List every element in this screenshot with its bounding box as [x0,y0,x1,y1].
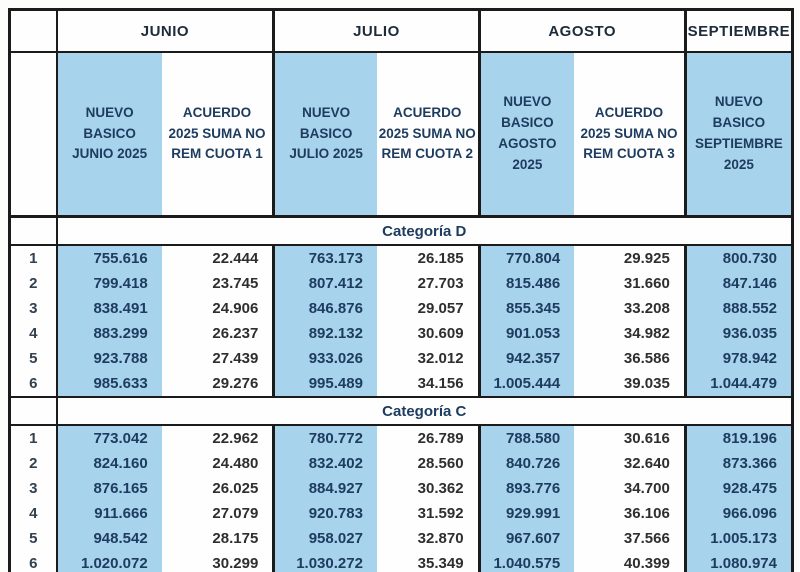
cell-acuerdo: 34.156 [377,371,479,397]
row-number: 3 [10,296,57,321]
cell-nuevo-basico: 1.040.575 [479,551,574,572]
month-header-julio: JULIO [274,10,479,53]
cell-nuevo-basico: 928.475 [685,476,792,501]
cell-nuevo-basico: 985.633 [57,371,162,397]
cell-nuevo-basico: 958.027 [274,526,377,551]
section-band-spacer [10,397,57,425]
cell-nuevo-basico: 840.726 [479,451,574,476]
cell-acuerdo: 22.962 [162,425,274,451]
cell-nuevo-basico: 770.804 [479,245,574,271]
cell-nuevo-basico: 824.160 [57,451,162,476]
cell-acuerdo: 28.560 [377,451,479,476]
table-row [10,501,793,526]
cell-nuevo-basico: 901.053 [479,321,574,346]
cell-acuerdo: 23.745 [162,271,274,296]
cell-nuevo-basico: 846.876 [274,296,377,321]
cell-nuevo-basico: 815.486 [479,271,574,296]
table-row [10,425,793,451]
cell-nuevo-basico: 838.491 [57,296,162,321]
cell-nuevo-basico: 755.616 [57,245,162,271]
cell-nuevo-basico: 807.412 [274,271,377,296]
cell-nuevo-basico: 911.666 [57,501,162,526]
row-number: 3 [10,476,57,501]
cell-nuevo-basico: 876.165 [57,476,162,501]
section-band-spacer [10,217,57,246]
cell-nuevo-basico: 788.580 [479,425,574,451]
table-row [10,245,793,271]
cell-nuevo-basico: 800.730 [685,245,792,271]
cell-nuevo-basico: 799.418 [57,271,162,296]
row-number: 2 [10,451,57,476]
month-header-agosto: AGOSTO [479,10,685,53]
row-number: 2 [10,271,57,296]
cell-acuerdo: 30.609 [377,321,479,346]
cell-nuevo-basico: 893.776 [479,476,574,501]
cell-nuevo-basico: 855.345 [479,296,574,321]
table-row [10,271,793,296]
cell-acuerdo: 30.299 [162,551,274,572]
row-number: 1 [10,425,57,451]
cell-nuevo-basico: 933.026 [274,346,377,371]
table-row [10,551,793,572]
cell-acuerdo: 34.982 [574,321,685,346]
cell-nuevo-basico: 884.927 [274,476,377,501]
cell-nuevo-basico: 978.942 [685,346,792,371]
cell-nuevo-basico: 995.489 [274,371,377,397]
table-row [10,476,793,501]
cell-acuerdo: 33.208 [574,296,685,321]
cell-acuerdo: 31.660 [574,271,685,296]
corner-cell-top [10,10,57,53]
column-header-nuevo-basico-junio: NUEVO BASICO JUNIO 2025 [57,52,162,217]
cell-acuerdo: 27.439 [162,346,274,371]
cell-nuevo-basico: 1.030.272 [274,551,377,572]
cell-nuevo-basico: 763.173 [274,245,377,271]
cell-acuerdo: 37.566 [574,526,685,551]
cell-nuevo-basico: 923.788 [57,346,162,371]
cell-nuevo-basico: 936.035 [685,321,792,346]
cell-acuerdo: 34.700 [574,476,685,501]
cell-acuerdo: 27.703 [377,271,479,296]
cell-nuevo-basico: 966.096 [685,501,792,526]
cell-nuevo-basico: 1.020.072 [57,551,162,572]
row-number: 4 [10,321,57,346]
cell-nuevo-basico: 888.552 [685,296,792,321]
cell-acuerdo: 30.362 [377,476,479,501]
cell-acuerdo: 24.480 [162,451,274,476]
cell-acuerdo: 35.349 [377,551,479,572]
section-band-row [10,217,793,246]
cell-acuerdo: 26.237 [162,321,274,346]
month-header-row [10,10,793,53]
cell-nuevo-basico: 873.366 [685,451,792,476]
cell-acuerdo: 30.616 [574,425,685,451]
salary-table [8,8,794,572]
section-title: Categoría D [57,217,793,246]
cell-nuevo-basico: 920.783 [274,501,377,526]
cell-nuevo-basico: 883.299 [57,321,162,346]
cell-nuevo-basico: 1.044.479 [685,371,792,397]
row-number: 5 [10,346,57,371]
cell-acuerdo: 26.185 [377,245,479,271]
cell-acuerdo: 28.175 [162,526,274,551]
cell-acuerdo: 29.057 [377,296,479,321]
cell-nuevo-basico: 780.772 [274,425,377,451]
cell-acuerdo: 36.586 [574,346,685,371]
table-row [10,346,793,371]
cell-nuevo-basico: 948.542 [57,526,162,551]
cell-nuevo-basico: 847.146 [685,271,792,296]
column-header-row [10,52,793,217]
table-row [10,371,793,397]
section-band-row [10,397,793,425]
cell-acuerdo: 24.906 [162,296,274,321]
cell-acuerdo: 26.789 [377,425,479,451]
table-row [10,296,793,321]
cell-acuerdo: 26.025 [162,476,274,501]
cell-acuerdo: 22.444 [162,245,274,271]
cell-nuevo-basico: 1.080.974 [685,551,792,572]
row-number: 6 [10,551,57,572]
cell-acuerdo: 32.012 [377,346,479,371]
cell-nuevo-basico: 942.357 [479,346,574,371]
cell-acuerdo: 39.035 [574,371,685,397]
corner-cell-sub [10,52,57,217]
cell-nuevo-basico: 967.607 [479,526,574,551]
column-header-nuevo-basico-agosto: NUEVO BASICO AGOSTO 2025 [479,52,574,217]
month-header-septiembre: SEPTIEMBRE [685,10,792,53]
column-header-nuevo-basico-julio: NUEVO BASICO JULIO 2025 [274,52,377,217]
month-header-junio: JUNIO [57,10,274,53]
cell-nuevo-basico: 1.005.444 [479,371,574,397]
table-row [10,526,793,551]
column-header-acuerdo-cuota3: ACUERDO 2025 SUMA NO REM CUOTA 3 [574,52,685,217]
column-header-acuerdo-cuota2: ACUERDO 2025 SUMA NO REM CUOTA 2 [377,52,479,217]
section-title: Categoría C [57,397,793,425]
cell-nuevo-basico: 892.132 [274,321,377,346]
cell-acuerdo: 32.640 [574,451,685,476]
cell-acuerdo: 31.592 [377,501,479,526]
cell-nuevo-basico: 1.005.173 [685,526,792,551]
table-body [10,217,793,572]
row-number: 6 [10,371,57,397]
row-number: 4 [10,501,57,526]
table-row [10,451,793,476]
cell-acuerdo: 32.870 [377,526,479,551]
column-header-acuerdo-cuota1: ACUERDO 2025 SUMA NO REM CUOTA 1 [162,52,274,217]
cell-nuevo-basico: 929.991 [479,501,574,526]
cell-acuerdo: 40.399 [574,551,685,572]
cell-nuevo-basico: 773.042 [57,425,162,451]
cell-acuerdo: 36.106 [574,501,685,526]
row-number: 5 [10,526,57,551]
cell-nuevo-basico: 832.402 [274,451,377,476]
table-row [10,321,793,346]
cell-acuerdo: 29.925 [574,245,685,271]
row-number: 1 [10,245,57,271]
column-header-nuevo-basico-septiembre: NUEVO BASICO SEPTIEMBRE 2025 [685,52,792,217]
cell-acuerdo: 29.276 [162,371,274,397]
cell-nuevo-basico: 819.196 [685,425,792,451]
cell-acuerdo: 27.079 [162,501,274,526]
